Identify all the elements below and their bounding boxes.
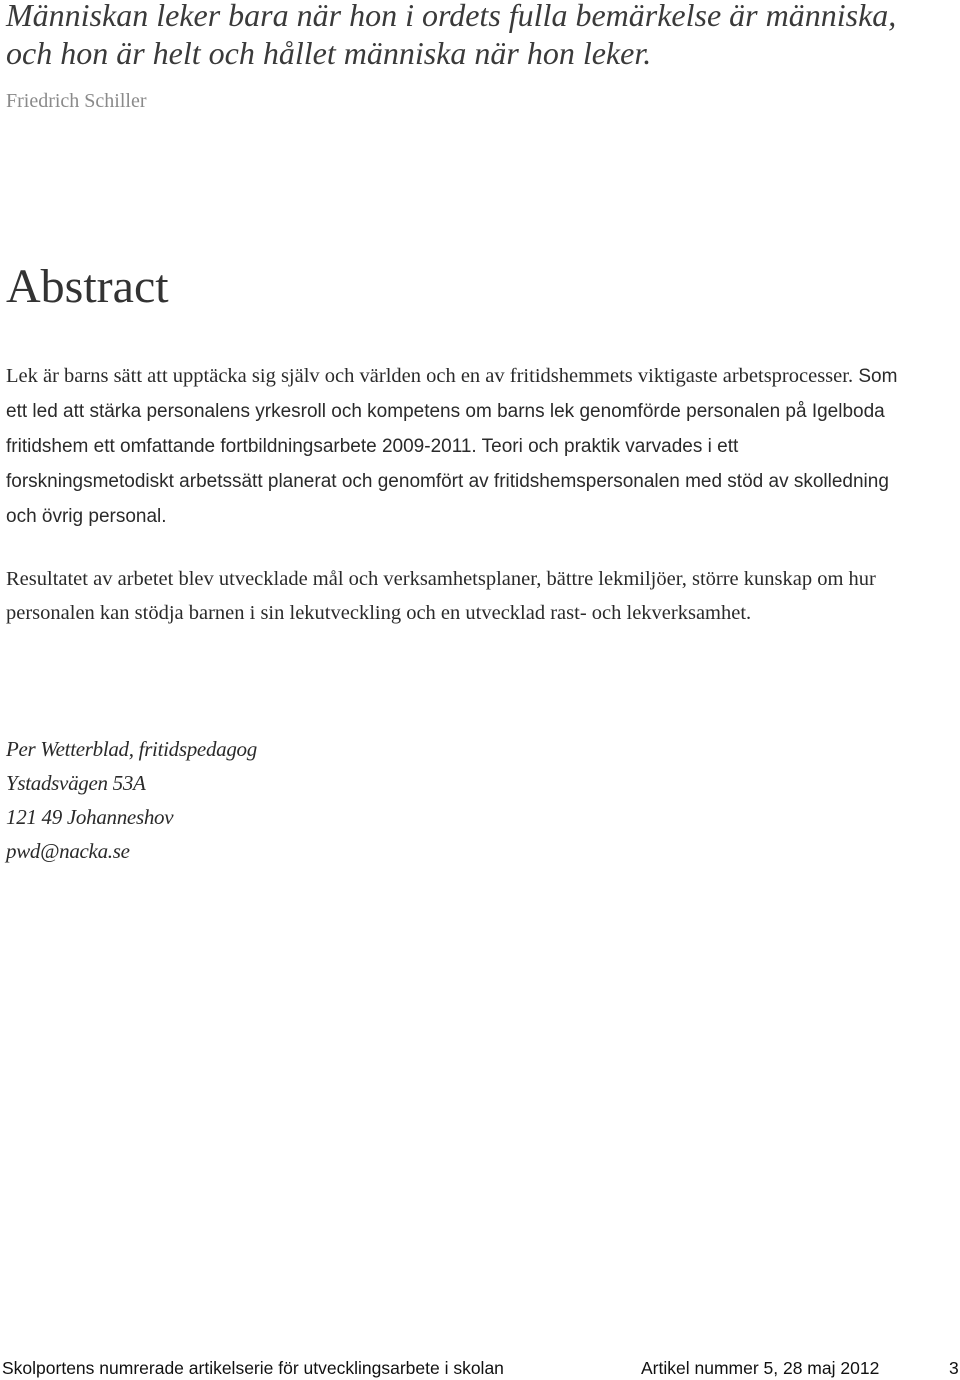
abstract-paragraph-1-intro: Lek är barns sätt att upptäcka sig själv och världen och en av fritidshemmets viktigaste arbetsprocesser. [6, 365, 854, 387]
epigraph-quote: Människan leker bara när hon i ordets fulla bemärkelse är människa, och hon är helt och hållet människa när hon leker. [6, 0, 897, 71]
epigraph-author: Friedrich Schiller [6, 90, 147, 112]
author-contact-block [6, 732, 257, 868]
abstract-paragraph-1 [6, 359, 906, 534]
abstract-heading: Abstract [6, 260, 169, 313]
page-footer [0, 1356, 960, 1380]
page-number: 3 [949, 1358, 959, 1378]
author-postal-address: 121 49 Johanneshov [6, 805, 174, 829]
author-email: pwd@nacka.se [6, 839, 130, 863]
abstract-paragraph-1-body: Som ett led att stärka personalens yrkesroll och kompetens om barns lek genomförde personalen på Igelboda fritidshem ett omfattande fortbildningsarbete 2009-2011. Teori och praktik varvades i ett forskningsmetodiskt arbetssätt planerat och genomfört av fritidshemspersonalen med stöd av skolledning och övrig personal. [6, 366, 898, 527]
author-name-role: Per Wetterblad, fritidspedagog [6, 737, 257, 761]
footer-series-title: Skolportens numrerade artikelserie för utvecklingsarbete i skolan [2, 1358, 504, 1378]
abstract-paragraph-2: Resultatet av arbetet blev utvecklade mål och verksamhetsplaner, bättre lekmiljöer, större kunskap om hur personalen kan stödja barnen i sin lekutveckling och en utvecklad rast- och lekverksamhet. [6, 568, 876, 624]
author-street-address: Ystadsvägen 53A [6, 771, 146, 795]
footer-article-info: Artikel nummer 5, 28 maj 2012 [641, 1358, 880, 1378]
